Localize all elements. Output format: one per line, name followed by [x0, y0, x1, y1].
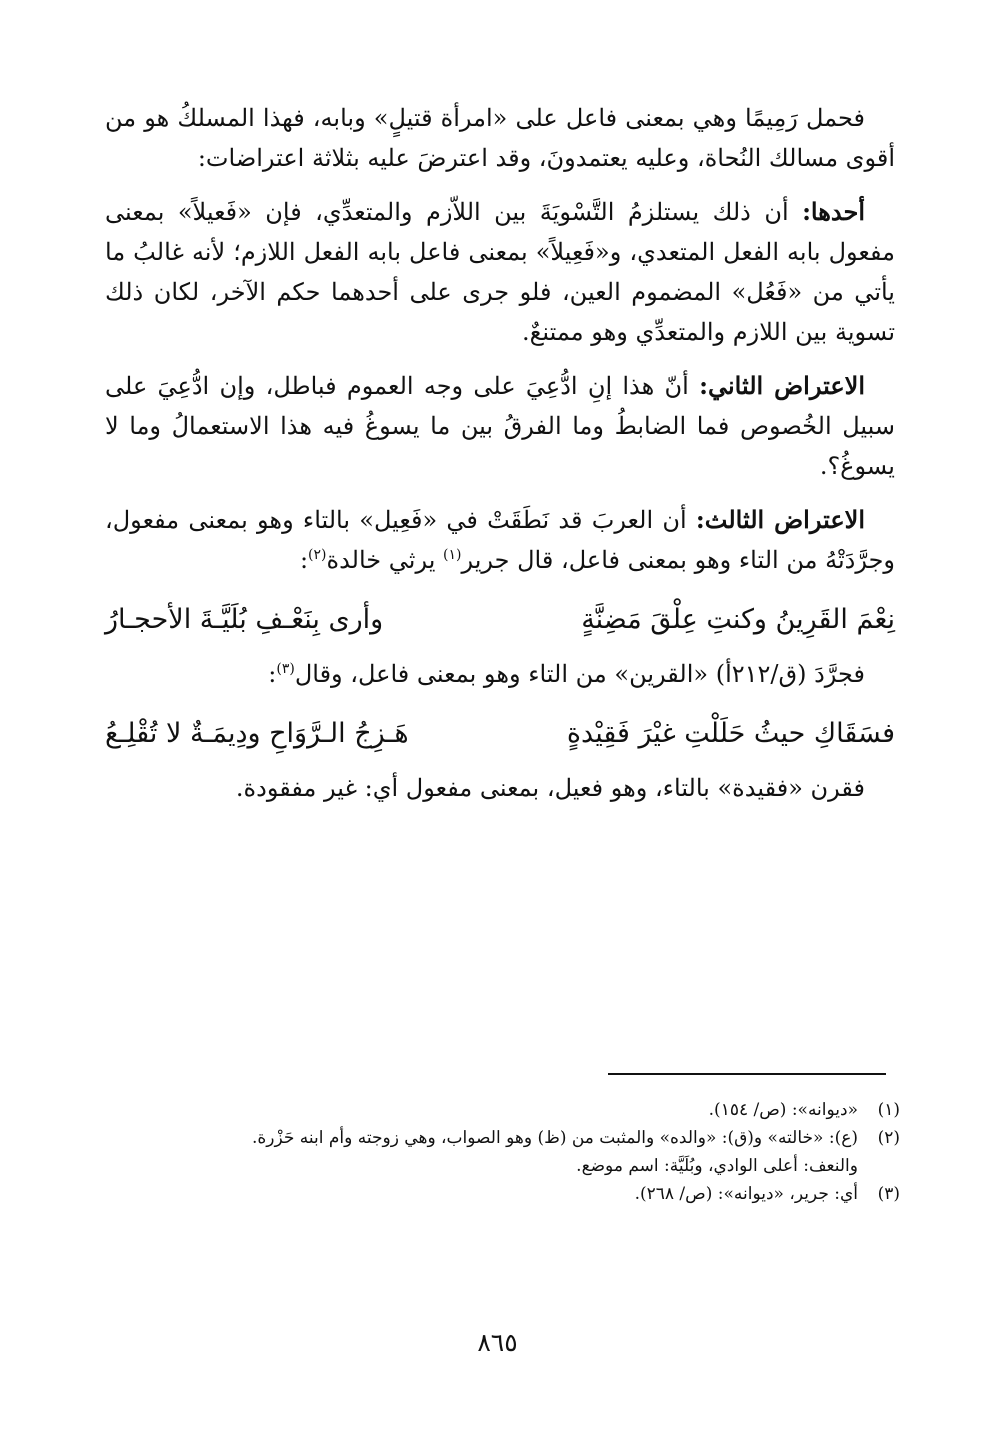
footnote-continuation: والنعف: أعلى الوادي، وبُلَيَّة: اسم موضع.	[576, 1156, 858, 1176]
paragraph-lead: أحدها:	[802, 197, 865, 226]
verse-2	[105, 712, 895, 756]
page-number: ٨٦٥	[477, 1328, 518, 1357]
footnote-ref: (٣)	[276, 661, 295, 677]
verse-hemistich-left: وأرى بِنَعْـفِ بُلَيَّـةَ الأحجـارُ	[105, 604, 384, 635]
paragraph-lead: الاعتراض الثاني:	[699, 371, 865, 400]
paragraph-2: أحدها: أن ذلك يستلزمُ التَّسْويَةَ بين اللاّزم والمتعدِّي، فإن «فَعيلاً» بمعنى مفعول بابه الفعل المتعدي، و«فَعِيلاً» بمعنى فاعل بابه الفعل اللازم؛ لأنه غالبُ ما يأتي من «فَعُل» المضموم العين، فلو جرى على أحدهما حكم الآخر، لكان ذلك تسوية بين اللازم والمتعدِّي وهو ممتنعٌ.	[105, 197, 895, 346]
footnote-item: (١) «ديوانه»: (ص/ ١٥٤).	[708, 1100, 900, 1120]
after-verse-1: فجرَّدَ (ق/٢١٢أ) «القرين» من التاء وهو بمعنى فاعل، وقال$^{(٣)}$:	[268, 660, 865, 688]
verse-1	[105, 598, 895, 642]
verse-hemistich-left: هَـزِجُ الـرَّوَاحِ ودِيمَـةٌ لا تُقْلِـعُ	[105, 718, 409, 749]
main-text	[105, 98, 895, 820]
footnote-item: (٢) (ع): «خالته» و(ق): «والده» والمثبت من (ظ) وهو الصواب، وهي زوجته وأم ابنه حَزْرة.	[251, 1128, 900, 1148]
paragraph-3: الاعتراض الثاني: أنّ هذا إنِ ادُّعِيَ على وجه العموم فباطل، وإن ادُّعِيَ على سبيل الخُصوص فما الضابطُ وما الفرقُ بين ما يسوغُ فيه هذا الاستعمالُ وما لا يسوغُ؟.	[105, 371, 895, 480]
verse-hemistich-right: نِعْمَ القَرِينُ وكنتِ عِلْقَ مَضِنَّةٍ	[581, 604, 895, 635]
paragraph-lead: الاعتراض الثالث:	[695, 505, 865, 534]
after-verse-2: فقرن «فقيدة» بالتاء، وهو فعيل، بمعنى مفعول أي: غير مفقودة.	[235, 774, 865, 802]
footnotes	[100, 1096, 900, 1208]
paragraph-1: فحمل رَمِيمًا وهي بمعنى فاعل على «امرأة قتيلٍ» وبابه، فهذا المسلكُ هو من أقوى مسالك النُحاة، وعليه يعتمدونَ، وقد اعترضَ عليه بثلاثة اعتراضات:	[105, 104, 895, 172]
footnote-item: (٣) أي: جرير، «ديوانه»: (ص/ ٢٦٨).	[634, 1184, 900, 1204]
footnote-ref: (١)	[443, 547, 462, 563]
footnote-divider	[608, 1073, 886, 1075]
verse-hemistich-right: فسَقَاكِ حيثُ حَلَلْتِ غيْرَ فَقِيْدةٍ	[566, 718, 895, 749]
paragraph-4: الاعتراض الثالث: أن العربَ قد نَطَقَتْ في «فَعِيل» بالتاء وهو بمعنى مفعول، وجرَّدَتْهُ من التاء وهو بمعنى فاعل، قال جرير$^{(١)}$ يرثي خالدة$^{(٢)}$:	[105, 505, 895, 574]
footnote-ref: (٢)	[308, 547, 327, 563]
